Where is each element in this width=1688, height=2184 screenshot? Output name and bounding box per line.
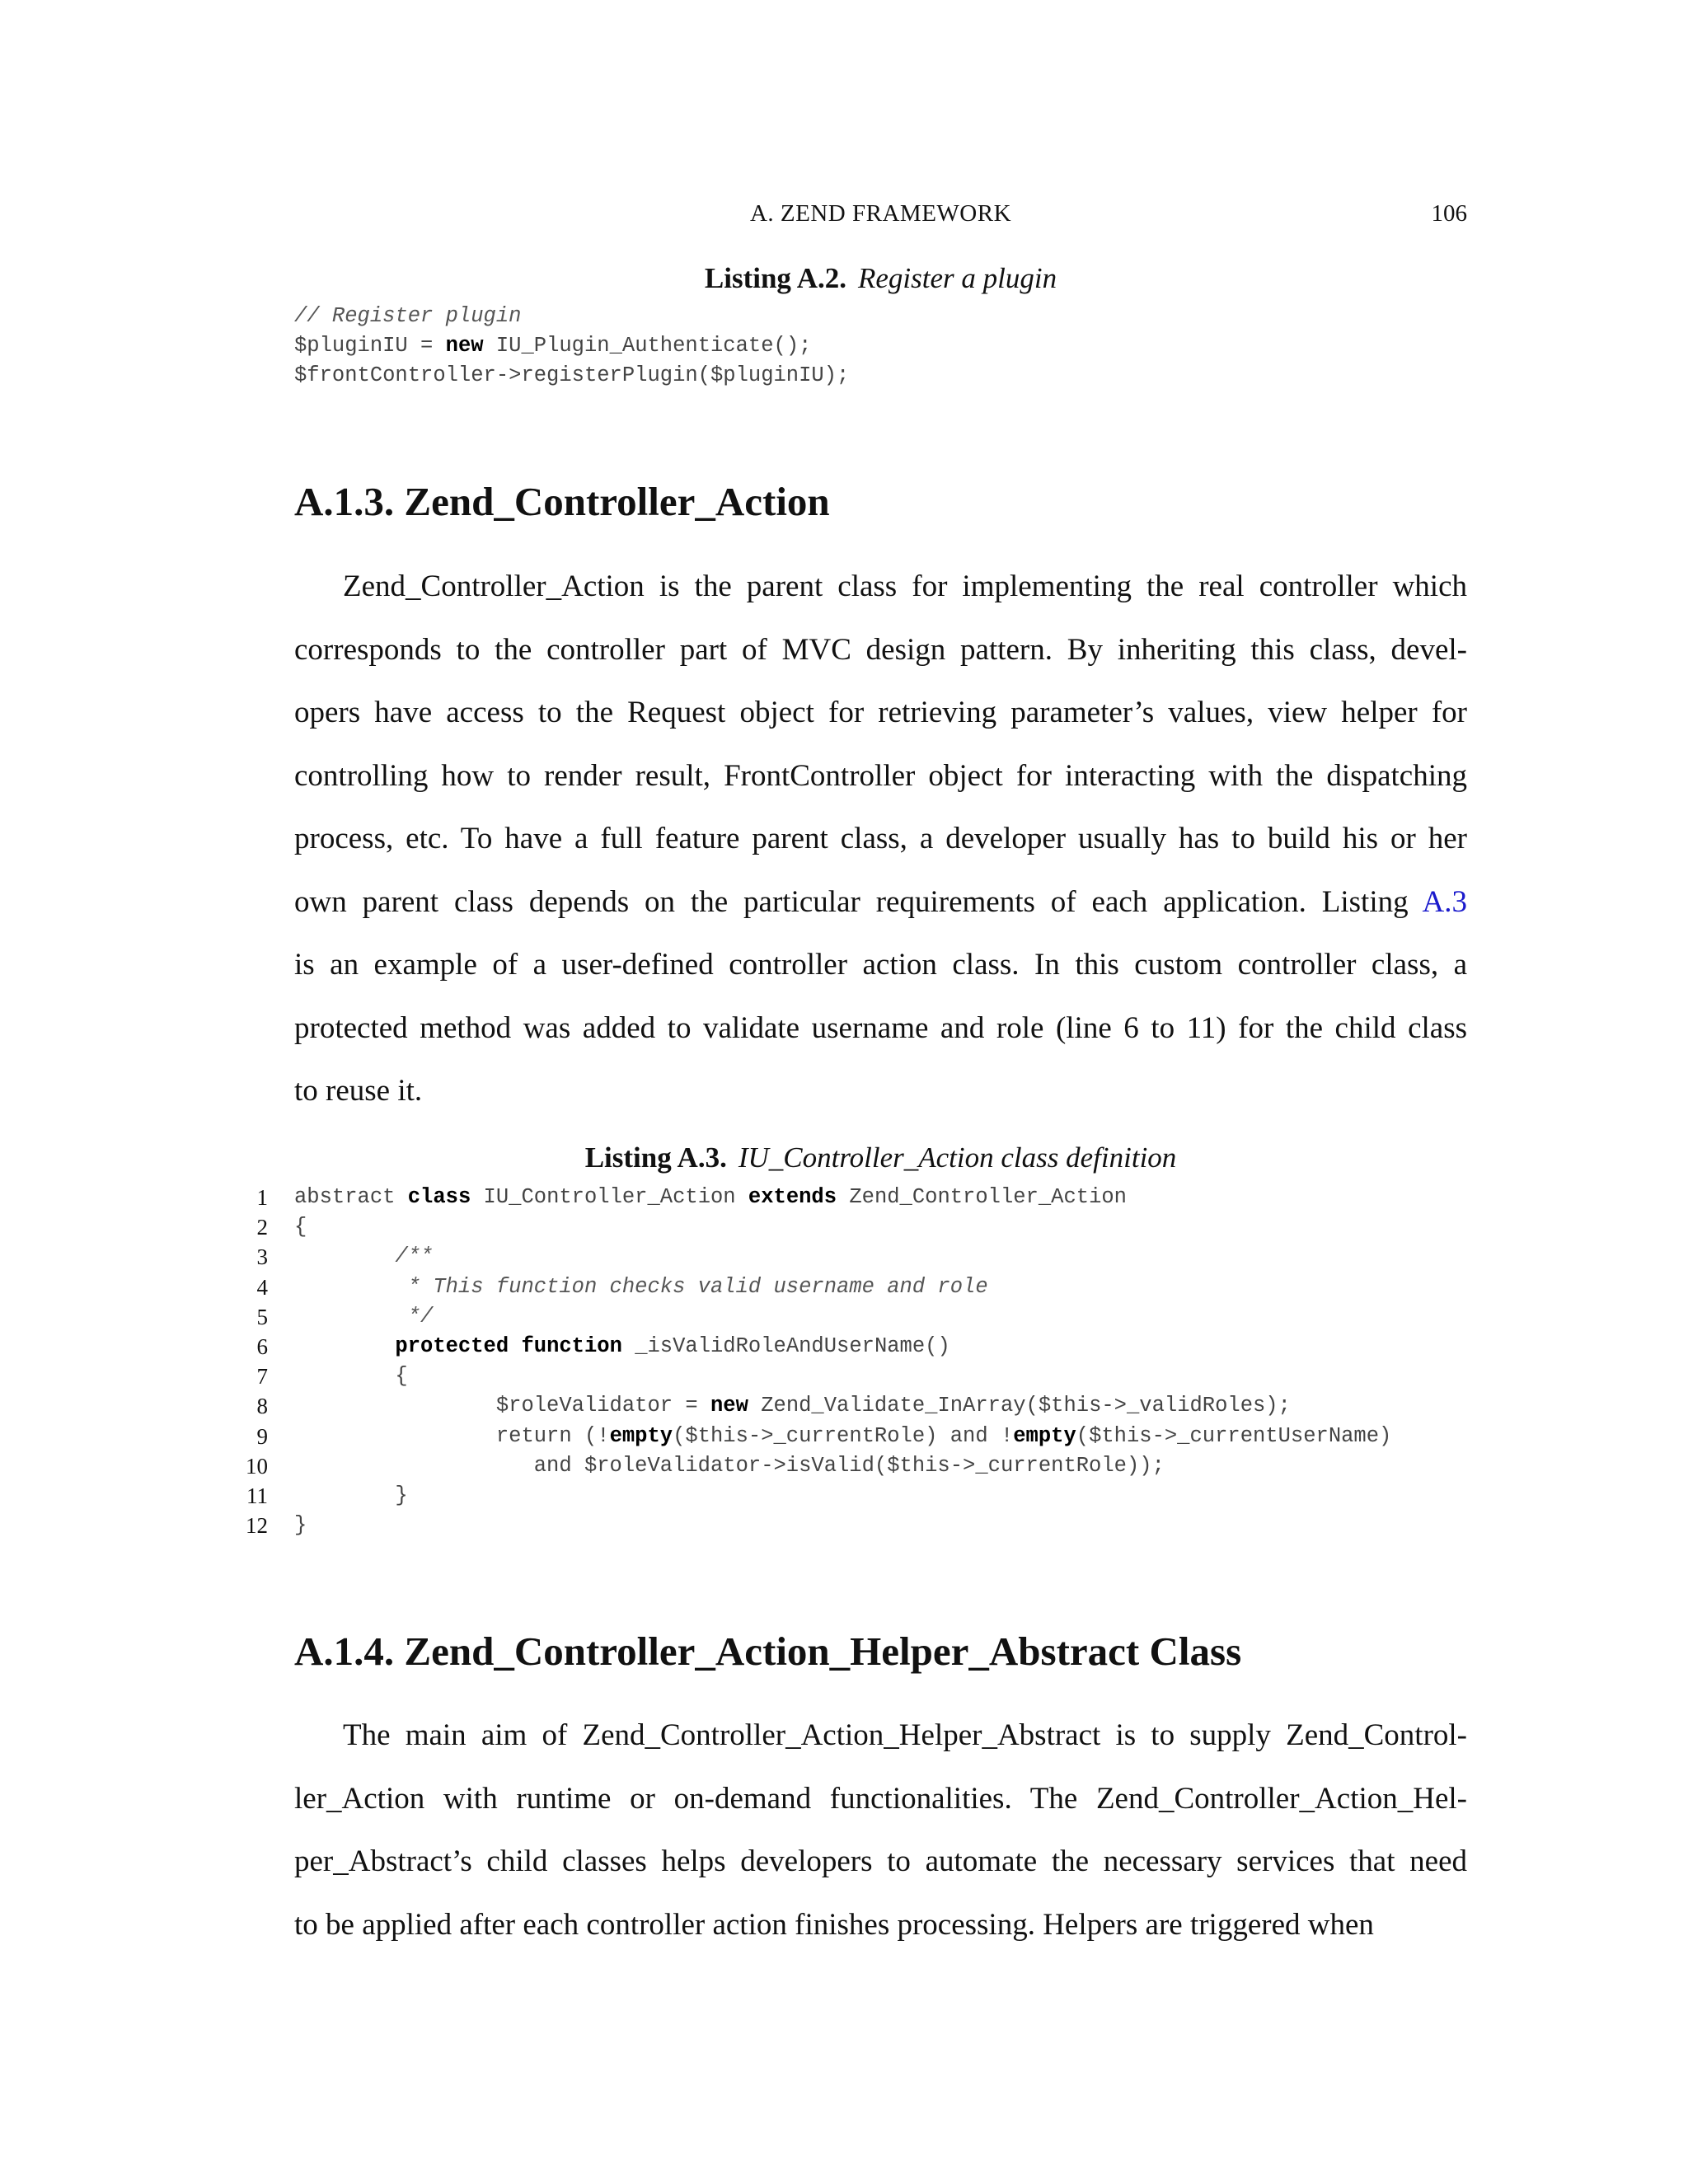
text-run: opers have access to the Request object for retrieving parameter’s values, view helper for xyxy=(294,696,1467,729)
line-number: 12 xyxy=(246,1513,268,1539)
line-number: 7 xyxy=(256,1364,268,1390)
code-text: IU_Plugin_Authenticate(); xyxy=(483,334,812,359)
code-line xyxy=(256,1361,1531,1391)
code-text: Zend_Validate_InArray($this->_validRoles); xyxy=(748,1394,1291,1418)
text-run: to be applied after each controller action finishes processing. Helpers are triggered when xyxy=(294,1907,1374,1942)
code-text: _isValidRoleAndUserName() xyxy=(621,1333,950,1358)
text-run: Zend_Controller_Action is the parent class for implementing the real controller which xyxy=(343,569,1467,603)
line-number: 3 xyxy=(256,1244,268,1270)
code-line xyxy=(294,361,1531,391)
line-number: 11 xyxy=(246,1483,268,1508)
listing-a3-label: Listing A.3. xyxy=(584,1141,727,1174)
code-line xyxy=(256,1212,1531,1242)
code-line xyxy=(256,1332,1531,1361)
text-line xyxy=(294,997,1467,1061)
code-text: } xyxy=(294,1483,408,1507)
code-text: $pluginIU = xyxy=(294,334,446,359)
code-text xyxy=(509,1334,521,1358)
code-keyword: function xyxy=(521,1333,622,1358)
code-comment: // Register plugin xyxy=(294,304,522,328)
text-run: corresponds to the controller part of MVC design pattern. By inheriting this class, devel- xyxy=(294,632,1467,667)
listing-a2-caption xyxy=(294,262,1467,295)
code-keyword: extends xyxy=(748,1185,837,1209)
line-number: 4 xyxy=(256,1274,268,1300)
text-line xyxy=(294,1704,1467,1768)
code-text: $frontController->registerPlugin($pluginIU); xyxy=(294,363,850,388)
text-run: is an example of a user-defined controller action class. In this custom controller class, a xyxy=(294,948,1467,982)
code-text: { xyxy=(294,1215,307,1240)
code-keyword: empty xyxy=(609,1423,673,1448)
listing-a2-label: Listing A.2. xyxy=(704,262,847,294)
code-line xyxy=(256,1183,1531,1212)
code-text: return (! xyxy=(294,1423,610,1448)
line-number: 8 xyxy=(256,1394,268,1419)
code-line xyxy=(256,1422,1531,1451)
text-line xyxy=(294,1830,1467,1894)
text-run: The main aim of Zend_Controller_Action_Helper_Abstract is to supply Zend_Control- xyxy=(343,1718,1467,1752)
code-keyword: new xyxy=(710,1394,748,1418)
code-text: } xyxy=(294,1513,307,1538)
section-a13-paragraph xyxy=(294,555,1467,1123)
running-title: A. ZEND FRAMEWORK xyxy=(749,200,1012,227)
listing-a3-caption xyxy=(294,1141,1467,1174)
line-number: 2 xyxy=(256,1215,268,1240)
text-line xyxy=(294,619,1467,682)
section-a13-heading: A.1.3. Zend_Controller_Action xyxy=(294,479,830,524)
text-line xyxy=(294,682,1467,745)
code-line xyxy=(246,1511,1531,1540)
code-comment: /** xyxy=(294,1244,434,1269)
code-line xyxy=(246,1451,1531,1481)
code-comment: */ xyxy=(294,1304,434,1329)
text-run: ler_Action with runtime or on-demand functionalities. The Zend_Controller_Action_Hel- xyxy=(294,1781,1467,1816)
code-line xyxy=(256,1391,1531,1421)
text-line xyxy=(294,1894,1467,1957)
listing-a3-code xyxy=(246,1183,1531,1540)
text-run: per_Abstract’s child classes helps developers to automate the necessary services that need xyxy=(294,1844,1467,1878)
text-run: own parent class depends on the particular requirements of each application. Listing xyxy=(294,884,1423,919)
code-line xyxy=(256,1242,1531,1272)
line-number: 1 xyxy=(256,1185,268,1210)
listing-a2-title: Register a plugin xyxy=(858,262,1057,294)
code-line xyxy=(294,331,1531,361)
listing-reference-link[interactable]: A.3 xyxy=(1422,884,1467,919)
code-text: $roleValidator = xyxy=(294,1394,710,1418)
code-keyword: class xyxy=(407,1185,471,1209)
code-keyword: new xyxy=(445,334,484,359)
code-text: Zend_Controller_Action xyxy=(837,1185,1127,1209)
section-a14-paragraph xyxy=(294,1704,1467,1957)
code-text: { xyxy=(294,1364,408,1389)
text-line xyxy=(294,1768,1467,1831)
text-line xyxy=(294,555,1467,619)
code-text: abstract xyxy=(294,1185,408,1209)
text-run: process, etc. To have a full feature parent class, a developer usually has to build his or her xyxy=(294,822,1467,855)
page-number: 106 xyxy=(1431,200,1467,227)
listing-a2-code xyxy=(294,302,1531,391)
code-keyword: empty xyxy=(1013,1423,1076,1448)
code-comment: * This function checks valid username and role xyxy=(294,1274,988,1299)
text-line xyxy=(294,745,1467,808)
code-text: and $roleValidator->isValid($this->_currentRole)); xyxy=(294,1453,1165,1478)
text-run: controlling how to render result, FrontController object for interacting with the dispatching xyxy=(294,758,1467,793)
line-number: 5 xyxy=(256,1304,268,1329)
code-keyword: protected xyxy=(395,1333,509,1358)
code-line xyxy=(246,1481,1531,1511)
text-line xyxy=(294,934,1467,997)
text-run: to reuse it. xyxy=(294,1074,423,1108)
text-run: protected method was added to validate username and role (line 6 to 11) for the child class xyxy=(294,1010,1467,1045)
code-text xyxy=(294,1334,395,1358)
running-head xyxy=(294,200,1467,233)
code-text: ($this->_currentUserName) xyxy=(1076,1423,1392,1448)
code-line xyxy=(256,1272,1531,1302)
text-line xyxy=(294,808,1467,871)
code-text: IU_Controller_Action xyxy=(471,1185,748,1209)
code-line xyxy=(294,302,1531,331)
code-text: ($this->_currentRole) and ! xyxy=(673,1423,1014,1448)
listing-a3-title: IU_Controller_Action class definition xyxy=(738,1141,1177,1174)
line-number: 9 xyxy=(256,1423,268,1449)
code-line xyxy=(256,1302,1531,1332)
text-line xyxy=(294,871,1467,935)
line-number: 6 xyxy=(256,1333,268,1359)
text-line xyxy=(294,1060,1467,1123)
section-a14-heading: A.1.4. Zend_Controller_Action_Helper_Abstract Class xyxy=(294,1629,1242,1674)
line-number: 10 xyxy=(246,1453,268,1479)
